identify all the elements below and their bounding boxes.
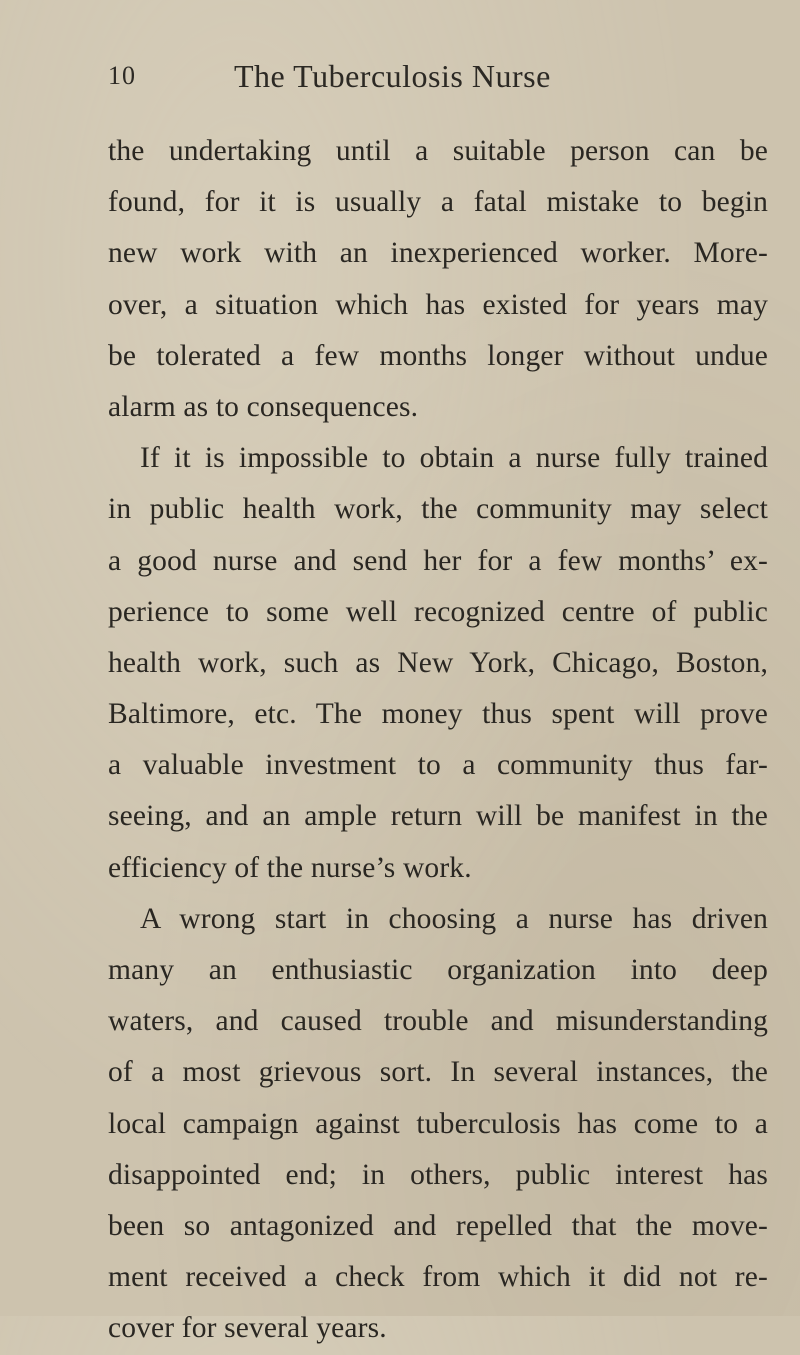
running-head — [108, 52, 768, 100]
text-line: alarm as to consequences. — [108, 390, 419, 423]
text-line: a good nurse and send her for a few months’ ex- — [108, 544, 768, 577]
text-line: perience to some well recognized centre of public — [108, 595, 768, 628]
text-line: A wrong start in choosing a nurse has driven — [140, 902, 768, 935]
text-line: disappointed end; in others, public interest has — [108, 1158, 768, 1191]
text-line: over, a situation which has existed for years may — [108, 288, 768, 321]
text-line: be tolerated a few months longer without undue — [108, 339, 768, 372]
text-line: waters, and caused trouble and misunderstanding — [108, 1005, 768, 1038]
text-line: a valuable investment to a community thus far- — [108, 749, 768, 782]
body-text — [108, 126, 768, 1355]
text-line: seeing, and an ample return will be manifest in the — [108, 800, 768, 833]
text-line: local campaign against tuberculosis has come to a — [108, 1107, 768, 1140]
text-line: the undertaking until a suitable person can be — [108, 135, 768, 167]
text-line: many an enthusiastic organization into deep — [108, 954, 768, 986]
text-line: efficiency of the nurse’s work. — [108, 851, 472, 884]
page-number: 10 — [108, 61, 136, 90]
text-line: been so antagonized and repelled that the move- — [108, 1209, 768, 1242]
text-line: Baltimore, etc. The money thus spent will prove — [108, 698, 768, 731]
text-line: found, for it is usually a fatal mistake to begin — [108, 186, 768, 219]
text-line: If it is impossible to obtain a nurse fully trained — [140, 442, 768, 475]
running-title: The Tuberculosis Nurse — [234, 58, 551, 94]
text-line: ment received a check from which it did not re- — [108, 1261, 768, 1294]
text-line: cover for several years. — [108, 1312, 387, 1345]
text-line: in public health work, the community may select — [108, 493, 768, 526]
text-line: health work, such as New York, Chicago, Boston, — [108, 646, 768, 679]
text-line: new work with an inexperienced worker. More- — [108, 237, 768, 270]
text-line: of a most grievous sort. In several instances, the — [108, 1056, 768, 1089]
